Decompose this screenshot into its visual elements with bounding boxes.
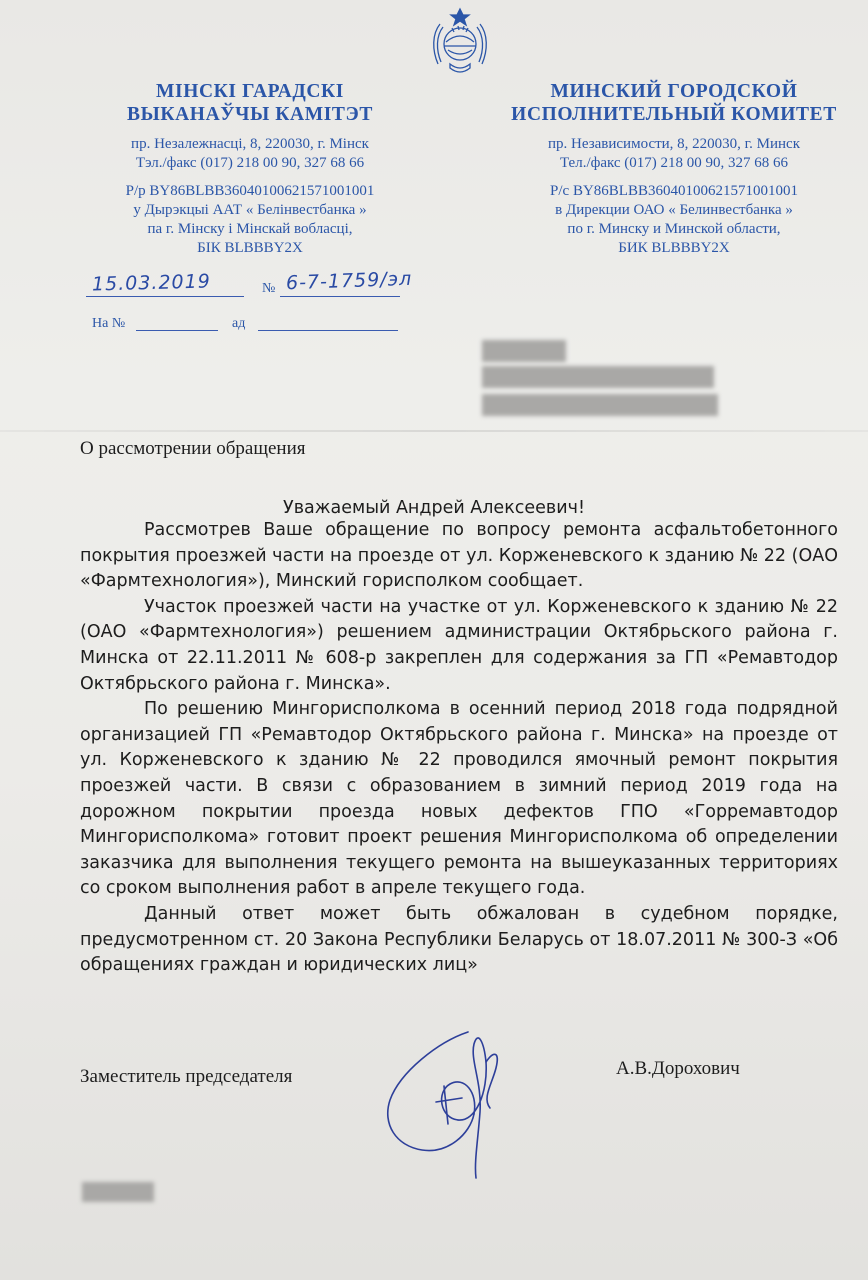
redacted-executor [82,1182,154,1202]
from-label: ад [232,316,246,331]
phone-fax: Тэл./факс (017) 218 00 90, 327 68 66 [135,155,365,171]
redacted-recipient-line2 [482,366,714,388]
bank-bic: БИК BLBBBY2X [618,240,730,256]
bank-branch: па г. Мінску і Мінскай вобласці, [147,221,353,237]
org-name-line1: МІНСКІ ГАРАДСКІ [156,81,344,102]
org-name-line2: ВЫКАНАЎЧЫ КАМІТЭТ [127,104,373,125]
signer-position: Заместитель председателя [80,1066,293,1087]
coat-of-arms-icon [428,6,492,76]
paragraph: Данный ответ может быть обжалован в судебном порядке, предусмотренном ст. 20 Закона Республики Беларусь от 18.07.2011 № 300-З «Об обращениях граждан и юридических лиц» [80,903,838,976]
reply-to-underline [136,330,218,331]
paper-fold [0,430,868,432]
redacted-recipient-line1 [482,340,566,362]
redacted-recipient-line3 [482,394,718,416]
number-label: № [262,281,276,296]
reply-to-label: На № [92,316,126,331]
org-name-line2: ИСПОЛНИТЕЛЬНЫЙ КОМИТЕТ [511,104,837,125]
phone-fax: Тел./факс (017) 218 00 90, 327 68 66 [559,155,789,171]
address: пр. Независимости, 8, 220030, г. Минск [548,136,800,152]
letter-subject: О рассмотрении обращения [80,438,306,459]
bank-bic: БІК BLBBBY2X [197,240,303,256]
number-underline [280,296,400,297]
address: пр. Незалежнасці, 8, 220030, г. Мінск [131,136,369,152]
salutation: Уважаемый Андрей Алексеевич! [283,498,585,518]
paragraph: Рассмотрев Ваше обращение по вопросу ремонта асфальтобетонного покрытия проезжей части на проезде от ул. Корженевского к зданию № 22 (ОАО «Фармтехнология»), Минский горисполком сообщает. [80,520,838,592]
org-name-line1: МИНСКИЙ ГОРОДСКОЙ [550,81,798,102]
bank-name: у Дырэкцыі ААТ « Белінвестбанка » [133,202,367,218]
letterhead-belarusian [60,80,440,258]
letterhead-russian [486,80,862,258]
registration-date: 15.03.2019 [91,270,212,296]
bank-name: в Дирекции ОАО « Белинвестбанка » [555,202,793,218]
letter-body [80,518,838,979]
from-underline [258,330,398,331]
bank-branch: по г. Минску и Минской области, [567,221,781,237]
handwritten-signature [378,1022,518,1182]
date-underline [86,296,244,297]
registration-number: 6-7-1759/эл [285,267,413,295]
bank-account: Р/р BY86BLBB36040100621571001001 [125,183,375,199]
signer-name: А.В.Дорохович [616,1058,740,1079]
paragraph: Участок проезжей части на участке от ул. Корженевского к зданию № 22 (ОАО «Фармтехнология») решением администрации Октябрьского района г. Минска от 22.11.2011 № 608-р закреплен для содержания за ГП «Ремавтодор Октябрьского района г. Минска». [80,596,838,694]
paragraph: По решению Мингорисполкома в осенний период 2018 года подрядной организацией ГП «Ремавтодор Октябрьского района г. Минска» на проезде от ул. Корженевского к зданию № 22 проводился ямочный ремонт покрытия проезжей части. В связи с образованием в зимний период 2019 года на дорожном покрытии проезда новых дефектов ГПО «Горремавтодор Мингорисполкома» готовит проект решения Мингорисполкома об определении заказчика для выполнения текущего ремонта на вышеуказанных территориях со сроком выполнения работ в апреле текущего года. [80,699,838,899]
bank-account: Р/с BY86BLBB36040100621571001001 [550,183,798,199]
